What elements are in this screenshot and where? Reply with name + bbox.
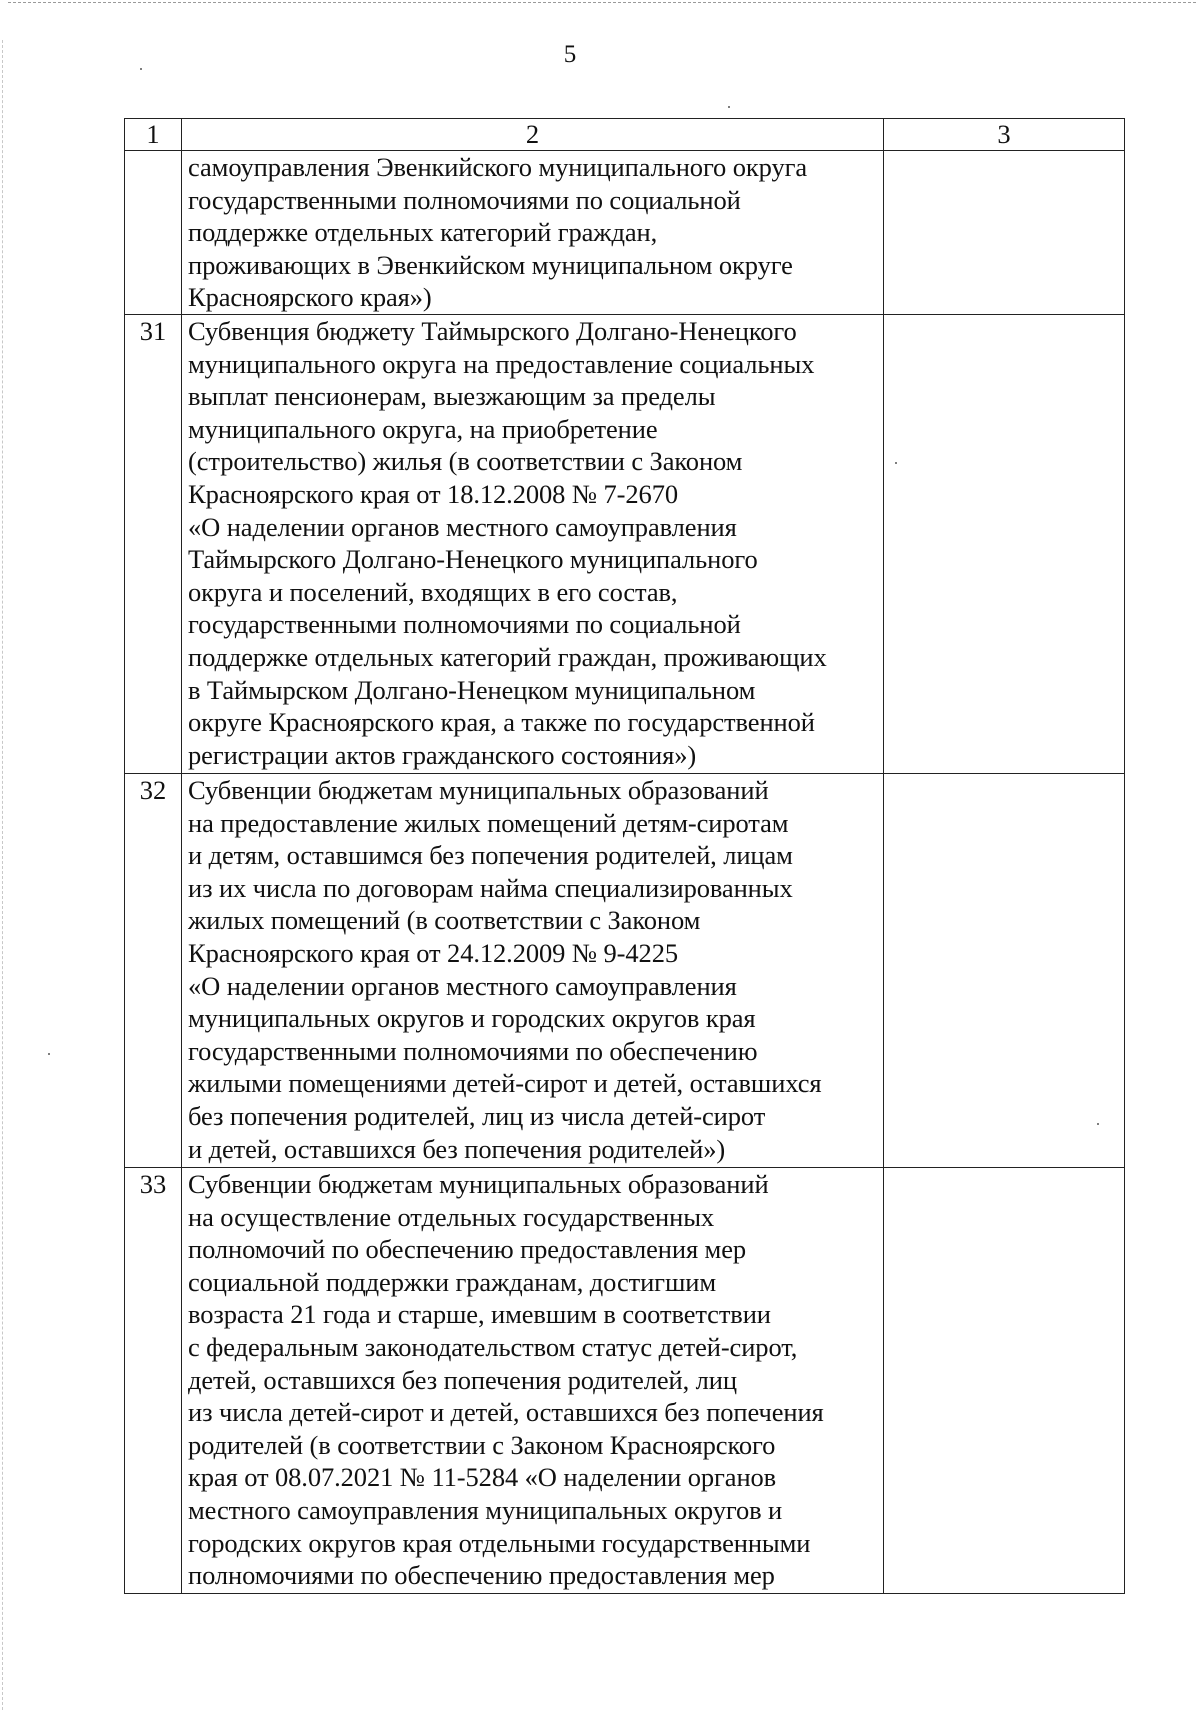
row-number-cell: 33 [125, 1168, 182, 1594]
row-text-cell: Субвенция бюджету Таймырского Долгано-Ненецкого муниципального округа на предоставление социальных выплат пенсионерам, выезжающим за пределы муниципального округа, на приобретение (строительство) жилья (в соответствии с Законом Красноярского края от 18.12.2008 № 7-2670 «О наделении органов местного самоуправления Таймырского Долгано-Ненецкого муниципального округа и поселений, входящих в его состав, государственными полномочиями по социальной поддержке отдельных категорий граждан, проживающих в Таймырском Долгано-Ненецком муниципальном округе Красноярского края, а также по государственной регистрации актов гражданского состояния») [182, 315, 884, 774]
row-text-cell: самоуправления Эвенкийского муниципального округа государственными полномочиями по социальной поддержке отдельных категорий граждан, проживающих в Эвенкийском муниципальном округе Красноярского края») [182, 151, 884, 315]
header-cell-2: 2 [182, 119, 884, 151]
page-number: 5 [563, 41, 577, 68]
table-header-row [125, 119, 1125, 151]
row-number-cell: 32 [125, 774, 182, 1168]
row-number-cell [125, 151, 182, 315]
row-col3-cell [884, 151, 1125, 315]
scan-speck [140, 68, 142, 70]
table-row [125, 151, 1125, 315]
row-col3-cell [884, 774, 1125, 1168]
header-cell-1: 1 [125, 119, 182, 151]
table-row [125, 315, 1125, 774]
table-row [125, 1168, 1125, 1594]
scan-edge-left [2, 40, 3, 1710]
document-table [124, 118, 1125, 1594]
scan-speck [728, 106, 730, 108]
row-col3-cell [884, 315, 1125, 774]
header-cell-3: 3 [884, 119, 1125, 151]
table-row [125, 774, 1125, 1168]
scan-edge-top [8, 2, 1196, 3]
row-text-cell: Субвенции бюджетам муниципальных образований на осуществление отдельных государственных полномочий по обеспечению предоставления мер социальной поддержки гражданам, достигшим возраста 21 года и старше, имевшим в соответствии с федеральным законодательством статус детей-сирот, детей, оставшихся без попечения родителей, лиц из числа детей-сирот и детей, оставшихся без попечения родителей (в соответствии с Законом Красноярского края от 08.07.2021 № 11-5284 «О наделении органов местного самоуправления муниципальных округов и городских округов края отдельными государственными полномочиями по обеспечению предоставления мер [182, 1168, 884, 1594]
row-text-cell: Субвенции бюджетам муниципальных образований на предоставление жилых помещений детям-сиротам и детям, оставшимся без попечения родителей, лицам из их числа по договорам найма специализированных жилых помещений (в соответствии с Законом Красноярского края от 24.12.2009 № 9-4225 «О наделении органов местного самоуправления муниципальных округов и городских округов края государственными полномочиями по обеспечению жилыми помещениями детей-сирот и детей, оставшихся без попечения родителей, лиц из числа детей-сирот и детей, оставшихся без попечения родителей») [182, 774, 884, 1168]
scan-speck [48, 1053, 50, 1055]
row-col3-cell [884, 1168, 1125, 1594]
row-number-cell: 31 [125, 315, 182, 774]
